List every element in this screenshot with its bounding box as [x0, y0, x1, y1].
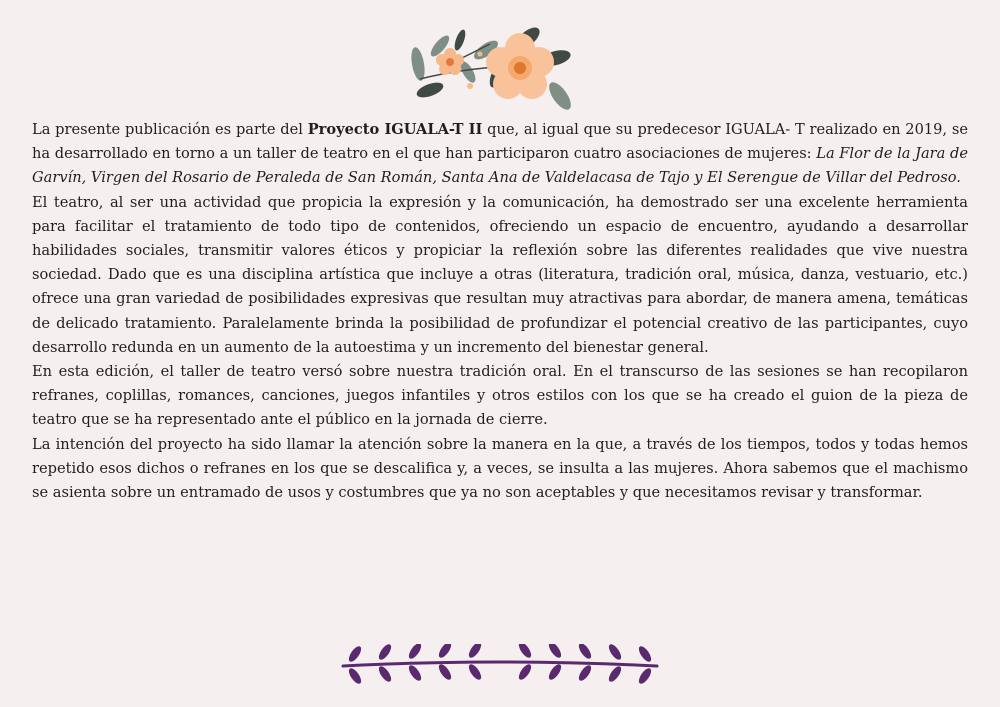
associations-list: La Flor de la Jara de Garvín, Virgen del Rosario de Peraleda de San Román, Santa Ana de Valdelacasa de Tajo y El Serengue de Villar del Pedroso. — [32, 145, 968, 187]
paragraph-theatre: El teatro, al ser una actividad que propicia la expresión y la comunicación, ha demostrado ser una excelente herramienta para facilitar el tratamiento de todo tipo de contenidos, ofreciendo un espacio de encuentro, ayudando a desarrollar habilidades sociales, transmitir valores éticos y propiciar la reflexión sobre las diferentes realidades que vive nuestra sociedad. Dado que es una disciplina artística que incluye a otras (literatura, tradición oral, música, danza, vestuario, etc.) ofrece una gran variedad de posibilidades expresivas que resultan muy atractivas para abordar, de manera amena, temáticas de delicado tratamiento. Paralelamente brinda la posibilidad de profundizar el potencial creativo de las participantes, cuyo desarrollo redunda en un aumento de la autoestima y un incremento del bienestar general. — [32, 193, 968, 356]
vine-laurel-icon — [335, 644, 665, 684]
paragraph-intro — [32, 118, 968, 191]
intro-text: La presente publicación es parte del — [32, 121, 308, 138]
project-name: Proyecto IGUALA-T II — [307, 121, 483, 138]
floral-bouquet-icon — [400, 24, 585, 114]
publication-text — [32, 118, 968, 505]
intro-continuation: que, al igual que su predecesor IGUALA- T realizado en 2019, se ha desarrollado en torno a un taller de teatro en el que han participaron cuatro asociaciones de mujeres: — [32, 121, 968, 163]
paragraph-edition: En esta edición, el taller de teatro versó sobre nuestra tradición oral. En el transcurso de las sesiones se han recopilaron refranes, coplillas, romances, canciones, juegos infantiles y otros estilos con los que se ha creado el guion de la pieza de teatro que se ha representado ante el público en la jornada de cierre. — [32, 363, 968, 429]
paragraph-intention: La intención del proyecto ha sido llamar la atención sobre la manera en la que, a través de los tiempos, todos y todas hemos repetido esos dichos o refranes en los que se descalifica y, a veces, se insulta a las mujeres. Ahora sabemos que el machismo se asienta sobre un entramado de usos y costumbres que ya no son aceptables y que necesitamos revisar y transformar. — [32, 435, 968, 502]
